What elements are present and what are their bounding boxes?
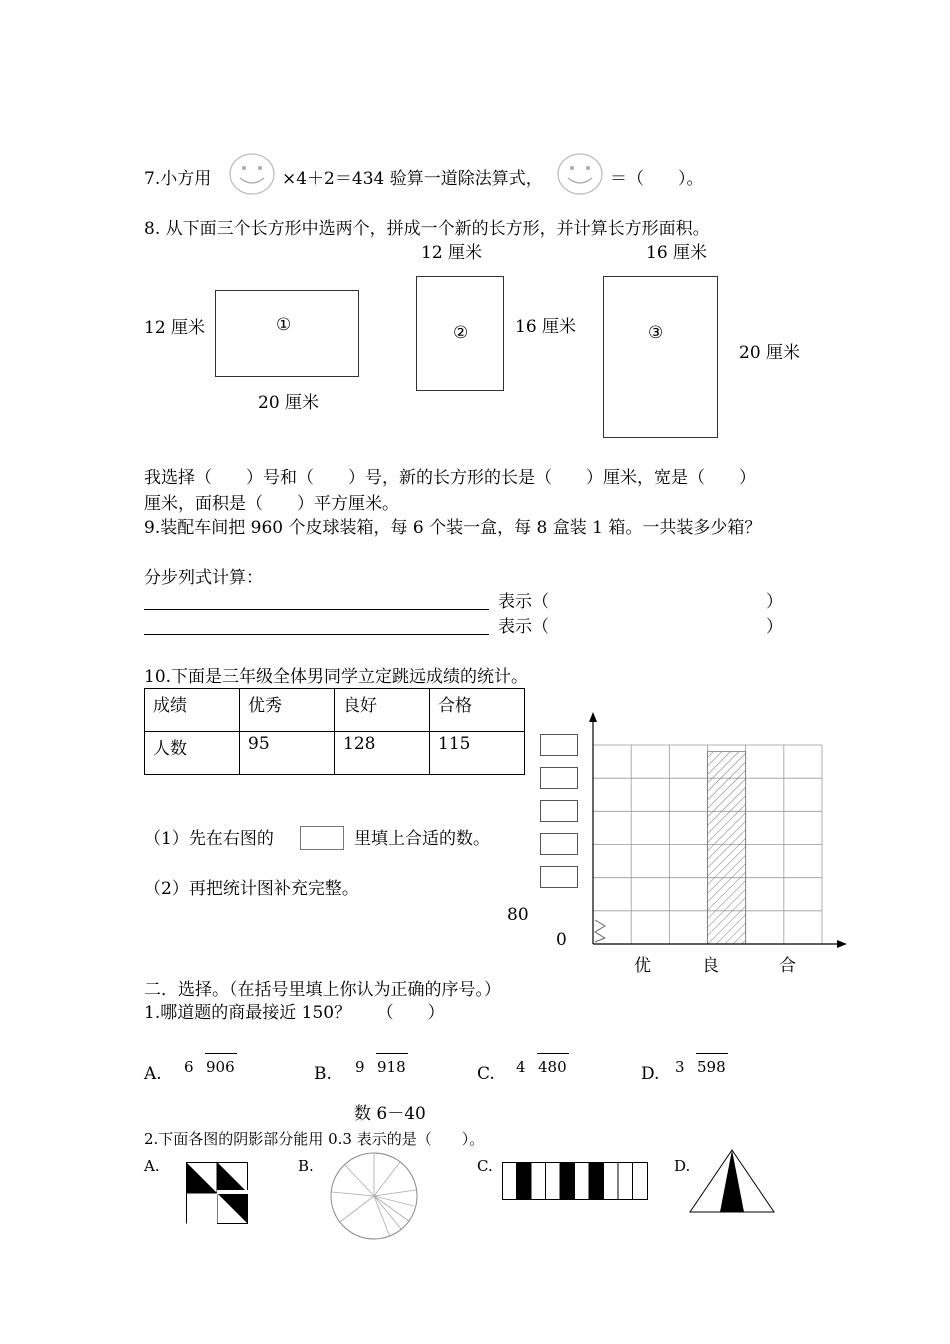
- option-a-label[interactable]: A.: [144, 1064, 162, 1084]
- figure-a-pinwheel: [186, 1162, 248, 1224]
- axis-break-mark: [595, 920, 605, 942]
- option-b-divisor: 9: [355, 1058, 365, 1076]
- smiley-face-icon: [556, 152, 604, 196]
- table-cell: 128: [335, 732, 430, 775]
- rect1-number: ①: [276, 315, 292, 335]
- option-c-dividend: 480: [538, 1058, 567, 1076]
- rect3-side-label: 20 厘米: [739, 343, 801, 363]
- sec2-q2-prompt: 2.下面各图的阴影部分能用 0.3 表示的是（ ）。: [144, 1130, 485, 1148]
- sec2-q1-prompt: 1.哪道题的商最接近 150？ （ ）: [144, 1003, 445, 1023]
- q9-step-label: 分步列式计算：: [144, 568, 263, 588]
- division-bar: [376, 1053, 408, 1054]
- fig-option-a-label[interactable]: A.: [144, 1157, 160, 1175]
- task1-text-a: （1）先在右图的: [144, 829, 274, 849]
- option-d-divisor: 3: [675, 1058, 685, 1076]
- rect3-number: ③: [648, 323, 664, 343]
- y-axis-fill-box[interactable]: [540, 866, 578, 888]
- division-bar: [537, 1053, 569, 1054]
- q8-prompt: 8. 从下面三个长方形中选两个，拼成一个新的长方形，并计算长方形面积。: [144, 219, 710, 239]
- row1-label: 表示（: [498, 592, 549, 612]
- x-label-you: 优: [634, 956, 651, 976]
- table-cell: 成绩: [145, 689, 240, 732]
- fig-option-c-label[interactable]: C.: [477, 1157, 493, 1175]
- score-table: [144, 688, 525, 775]
- rect2-side-label: 16 厘米: [515, 317, 577, 337]
- table-cell: 95: [240, 732, 335, 775]
- answer-line-1[interactable]: [144, 592, 489, 610]
- table-row: [145, 732, 525, 775]
- table-cell: 优秀: [240, 689, 335, 732]
- row2-close: ）: [766, 617, 783, 637]
- option-b-dividend: 918: [377, 1058, 406, 1076]
- rectangle-3: [603, 276, 718, 438]
- bar-良: [708, 752, 746, 944]
- y-axis-arrow: [589, 712, 597, 722]
- division-bar: [696, 1053, 728, 1054]
- figure-b-circle: [330, 1152, 418, 1240]
- page-mark: 数 6－40: [354, 1104, 426, 1124]
- option-c-divisor: 4: [516, 1058, 526, 1076]
- fig-option-b-label[interactable]: B.: [298, 1157, 314, 1175]
- option-d-label[interactable]: D.: [641, 1064, 660, 1084]
- table-cell: 合格: [430, 689, 525, 732]
- table-header-row: [145, 689, 525, 732]
- option-d-dividend: 598: [697, 1058, 726, 1076]
- y-tick-0: 0: [556, 930, 567, 950]
- option-c-label[interactable]: C.: [477, 1064, 495, 1084]
- fig-option-d-label[interactable]: D.: [674, 1157, 691, 1175]
- table-cell: 115: [430, 732, 525, 775]
- table-cell: 人数: [145, 732, 240, 775]
- task2-text: （2）再把统计图补充完整。: [144, 879, 359, 899]
- y-axis-fill-box[interactable]: [540, 734, 578, 756]
- option-a-divisor: 6: [184, 1058, 194, 1076]
- y-axis-fill-box[interactable]: [540, 833, 578, 855]
- x-axis-arrow: [837, 940, 847, 948]
- task1-text-b: 里填上合适的数。: [354, 829, 490, 849]
- q7-prefix: 7.小方用: [144, 169, 212, 189]
- rect3-top-label: 16 厘米: [646, 243, 708, 263]
- figure-d-triangle: [688, 1148, 776, 1214]
- option-a-dividend: 906: [206, 1058, 235, 1076]
- bar-chart: [585, 710, 855, 955]
- q10-prompt: 10.下面是三年级全体男同学立定跳远成绩的统计。: [144, 667, 529, 687]
- division-bar: [205, 1053, 237, 1054]
- x-label-liang: 良: [702, 956, 719, 976]
- q7-suffix: ＝（ ）。: [610, 169, 704, 189]
- q7-middle: ×4＋2＝434 验算一道除法算式，: [282, 169, 543, 189]
- y-axis-fill-box[interactable]: [540, 800, 578, 822]
- y-tick-80: 80: [507, 905, 529, 925]
- q8-answer-line1: 我选择（ ）号和（ ）号，新的长方形的长是（ ）厘米，宽是（ ）: [144, 468, 756, 488]
- rect1-height-label: 12 厘米: [144, 318, 206, 338]
- q9-prompt: 9.装配车间把 960 个皮球装箱，每 6 个装一盒，每 8 盒装 1 箱。一共装多少箱？: [144, 518, 762, 538]
- smiley-face-icon: [228, 152, 276, 196]
- figure-c-stripes: [502, 1162, 648, 1200]
- x-label-he: 合: [779, 956, 796, 976]
- row2-label: 表示（: [498, 617, 549, 637]
- y-axis-fill-box[interactable]: [540, 767, 578, 789]
- option-b-label[interactable]: B.: [314, 1064, 332, 1084]
- q8-answer-line2: 厘米，面积是（ ）平方厘米。: [144, 494, 399, 514]
- sample-fill-box: [300, 826, 344, 850]
- answer-line-2[interactable]: [144, 617, 489, 635]
- section2-title: 二．选择。（在括号里填上你认为正确的序号。）: [144, 980, 501, 1000]
- table-cell: 良好: [335, 689, 430, 732]
- row1-close: ）: [766, 592, 783, 612]
- rect2-top-label: 12 厘米: [421, 243, 483, 263]
- rect2-number: ②: [453, 323, 469, 343]
- rect1-width-label: 20 厘米: [258, 393, 320, 413]
